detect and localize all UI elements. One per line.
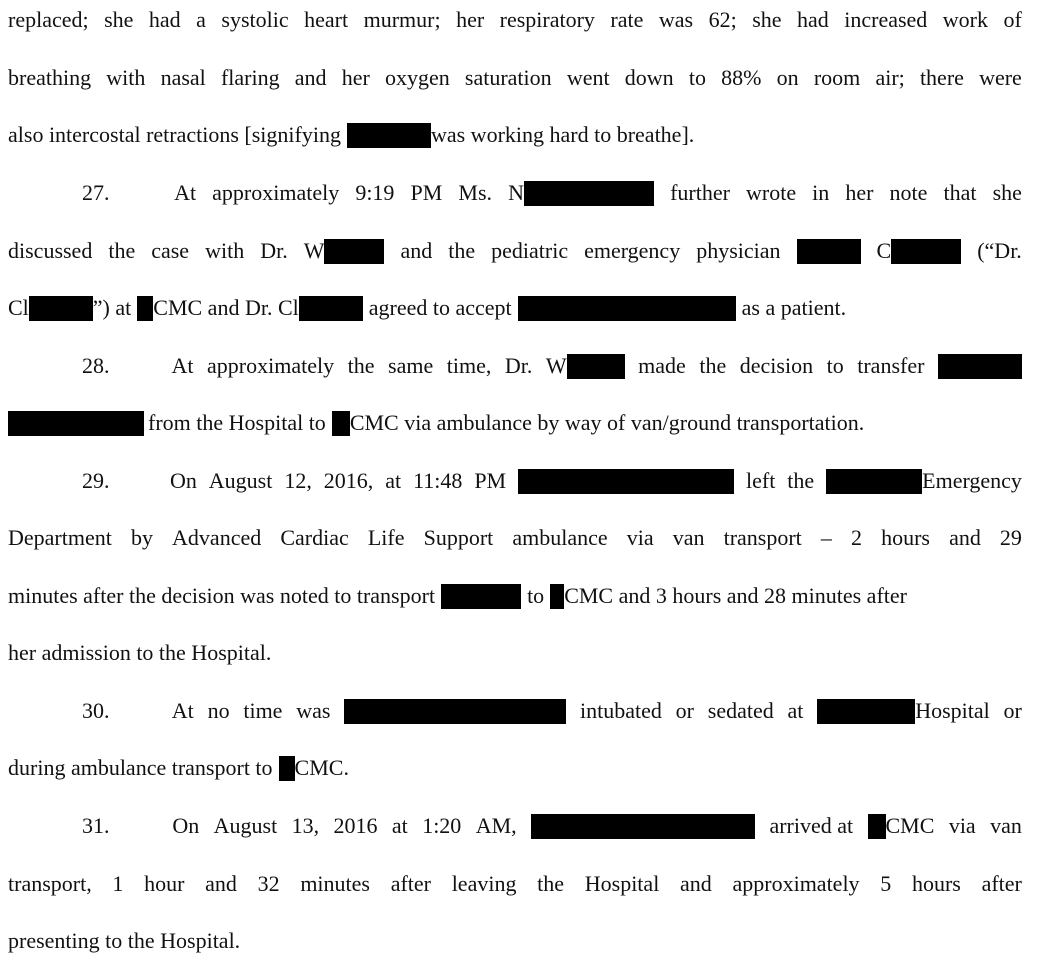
word: to (527, 583, 545, 608)
word: same (388, 353, 434, 378)
word: saturation (464, 65, 552, 90)
word: At (171, 698, 194, 723)
redaction-bar (299, 296, 363, 321)
word: transport, (8, 871, 92, 896)
redaction-bar (279, 756, 295, 781)
word: after (981, 871, 1022, 896)
name-initial: Cl (8, 295, 29, 320)
word: Advanced (172, 525, 262, 550)
word: Hospital (584, 871, 660, 896)
word: and (294, 65, 327, 90)
word: was (658, 7, 694, 32)
word: to (826, 353, 844, 378)
word: via (948, 813, 976, 838)
word: further (670, 180, 730, 205)
redacted-name (304, 236, 385, 266)
redaction-bar (332, 411, 350, 436)
word: Life (367, 525, 405, 550)
word: 2016, (323, 468, 374, 493)
text-segment: CMC via ambulance by way of van/ground transportation. (349, 410, 865, 435)
word: physician (696, 238, 781, 263)
word: PM (474, 468, 507, 493)
word: case (151, 238, 190, 263)
word: work (942, 7, 989, 32)
word: time (243, 698, 283, 723)
word: transfer (857, 353, 925, 378)
word: intubated (580, 698, 662, 723)
redaction-bar (518, 469, 734, 494)
text-segment: CMC and Dr. Cl (153, 295, 299, 320)
word: the (787, 468, 815, 493)
word: Emergency (922, 468, 1022, 493)
redaction-bar (29, 296, 93, 321)
word: leaving (451, 871, 517, 896)
doc-line-4 (82, 178, 1022, 208)
word: decision (739, 353, 814, 378)
text-segment: minutes after the decision was noted to transport (8, 583, 436, 608)
doc-line-12 (8, 638, 1022, 668)
text-segment: CMC. (294, 755, 349, 780)
word: 5 (880, 871, 892, 896)
word: Support (423, 525, 494, 550)
word: van (672, 525, 705, 550)
text-segment: presenting to the Hospital. (8, 928, 241, 953)
redaction-bar (344, 699, 566, 724)
word: after (390, 871, 431, 896)
word: the (699, 353, 727, 378)
redaction-bar (518, 296, 736, 321)
word: was (296, 698, 331, 723)
word: her (845, 180, 874, 205)
word: Hospital (915, 698, 990, 723)
redaction-bar (347, 123, 431, 148)
word: in (812, 180, 830, 205)
name-initial: W (545, 353, 567, 378)
text-segment: also intercostal retractions [signifying (8, 122, 341, 147)
word: via (626, 525, 654, 550)
redaction-bar (817, 699, 915, 724)
word: note (889, 180, 928, 205)
word: went (566, 65, 610, 90)
word: room (813, 65, 861, 90)
word: the (448, 238, 476, 263)
doc-line-15 (82, 811, 1022, 841)
redaction-bar (531, 814, 755, 839)
word: heart (304, 7, 349, 32)
word: or (1003, 698, 1022, 723)
text-segment: arrived at (769, 813, 854, 838)
word: respiratory (499, 7, 595, 32)
redaction-bar (891, 239, 961, 264)
word: – (820, 525, 832, 550)
doc-line-1 (8, 5, 1022, 35)
word: At (171, 353, 194, 378)
word: had (797, 7, 829, 32)
word: van (990, 813, 1022, 838)
word: discussed (8, 238, 93, 263)
word: and (205, 871, 237, 896)
word: replaced; (8, 7, 89, 32)
name-initial: N (508, 180, 524, 205)
doc-line-8 (8, 408, 1022, 438)
word: at (787, 698, 804, 723)
word: flaring (220, 65, 280, 90)
word: made (638, 353, 686, 378)
word: transport (723, 525, 802, 550)
word: the (347, 353, 375, 378)
word: down (624, 65, 674, 90)
redacted-name (826, 466, 1022, 496)
redaction-bar (868, 814, 886, 839)
word: breathing (8, 65, 92, 90)
doc-line-2 (8, 63, 1022, 93)
word: hour (144, 871, 185, 896)
word: Ms. (458, 180, 493, 205)
word: August (208, 468, 273, 493)
doc-line-14 (8, 753, 1022, 783)
word: of (1003, 7, 1022, 32)
word: approximately (212, 180, 340, 205)
word: systolic (221, 7, 289, 32)
word: time, (446, 353, 492, 378)
paragraph-number: 28. (82, 353, 110, 378)
word: a (196, 7, 206, 32)
word: that (943, 180, 977, 205)
text-segment: from the Hospital to (148, 410, 326, 435)
word: ambulance (512, 525, 608, 550)
text-segment: as a patient. (741, 295, 847, 320)
word: 2016 (333, 813, 378, 838)
word: sedated (707, 698, 774, 723)
doc-line-5 (8, 236, 1022, 266)
redaction-bar (524, 181, 654, 206)
word: 1:20 (422, 813, 462, 838)
word: there (919, 65, 964, 90)
word: minutes (300, 871, 370, 896)
word: nasal (160, 65, 206, 90)
text-segment: ”) at (92, 295, 132, 320)
word: by (130, 525, 153, 550)
redacted-name (8, 293, 93, 323)
word: 88% (721, 65, 762, 90)
paragraph-number: 29. (82, 468, 110, 493)
word: on (776, 65, 799, 90)
word: approximately (207, 353, 335, 378)
text-segment: was working hard to breathe]. (430, 122, 695, 147)
word: 13, (291, 813, 320, 838)
text-segment: CMC and 3 hours and 28 minutes after (564, 583, 907, 608)
word: oxygen (384, 65, 450, 90)
word: emergency (584, 238, 681, 263)
word: 2 (850, 525, 862, 550)
redacted-name (817, 696, 990, 726)
redacted-name (508, 178, 654, 208)
redacted-name (877, 236, 962, 266)
word: at (385, 468, 402, 493)
word: 1 (112, 871, 124, 896)
word: to (688, 65, 706, 90)
text-segment: during ambulance transport to (8, 755, 273, 780)
word: 9:19 (355, 180, 395, 205)
word: pediatric (491, 238, 569, 263)
word: the (108, 238, 136, 263)
word: left (746, 468, 776, 493)
word: 29 (999, 525, 1022, 550)
word: At (174, 180, 197, 205)
doc-line-17 (8, 926, 1022, 956)
doc-line-6 (8, 293, 1022, 323)
redaction-bar (324, 239, 384, 264)
redacted-name (153, 293, 362, 323)
name-initial: W (303, 238, 325, 263)
word: she (752, 7, 782, 32)
word: CMC (885, 813, 935, 838)
word: increased (844, 7, 928, 32)
word: Dr. (504, 353, 533, 378)
paragraph-number: 31. (82, 813, 110, 838)
redaction-bar (550, 584, 564, 609)
redacted-name (546, 351, 625, 381)
redaction-bar (938, 354, 1022, 379)
word: 12, (284, 468, 312, 493)
doc-line-16 (8, 869, 1022, 899)
word: and (400, 238, 433, 263)
word: she (104, 7, 134, 32)
word: and (680, 871, 712, 896)
doc-line-3 (8, 120, 1022, 150)
word: at (391, 813, 408, 838)
doc-line-9 (82, 466, 1022, 496)
word: AM, (475, 813, 517, 838)
word: Cardiac (280, 525, 349, 550)
word: wrote (746, 180, 797, 205)
word: had (148, 7, 181, 32)
word: 32 (257, 871, 280, 896)
word: 11:48 (413, 468, 463, 493)
word: approximately (732, 871, 860, 896)
word: her (456, 7, 485, 32)
doc-line-11 (8, 581, 1022, 611)
doc-line-7 (82, 351, 1022, 381)
doc-line-10 (8, 523, 1022, 553)
text-segment: agreed to accept (368, 295, 512, 320)
redaction-bar (567, 354, 625, 379)
word: (“Dr. (977, 238, 1022, 263)
word: air; (875, 65, 905, 90)
redaction-bar (826, 469, 922, 494)
word: she (992, 180, 1022, 205)
word: Dr. (260, 238, 288, 263)
word: August (213, 813, 278, 838)
word: no (207, 698, 230, 723)
word: murmur; (363, 7, 441, 32)
redaction-bar (137, 296, 153, 321)
doc-line-13 (82, 696, 1022, 726)
paragraph-number: 30. (82, 698, 110, 723)
redacted-name (868, 811, 935, 841)
word: with (205, 238, 245, 263)
word: were (979, 65, 1022, 90)
word: the (537, 871, 565, 896)
word: hours (881, 525, 930, 550)
word: hours (911, 871, 961, 896)
word: her (341, 65, 370, 90)
redaction-bar (8, 411, 144, 436)
word: PM (410, 180, 443, 205)
name-initial: C (876, 238, 892, 263)
paragraph-number: 27. (82, 180, 110, 205)
text-segment: her admission to the Hospital. (8, 640, 272, 665)
word: On (172, 813, 200, 838)
redaction-bar (797, 239, 861, 264)
word: 62; (708, 7, 737, 32)
word: and (949, 525, 981, 550)
word: Department (8, 525, 112, 550)
word: or (675, 698, 694, 723)
word: with (106, 65, 146, 90)
word: On (169, 468, 197, 493)
word: rate (610, 7, 644, 32)
redaction-bar (441, 584, 521, 609)
